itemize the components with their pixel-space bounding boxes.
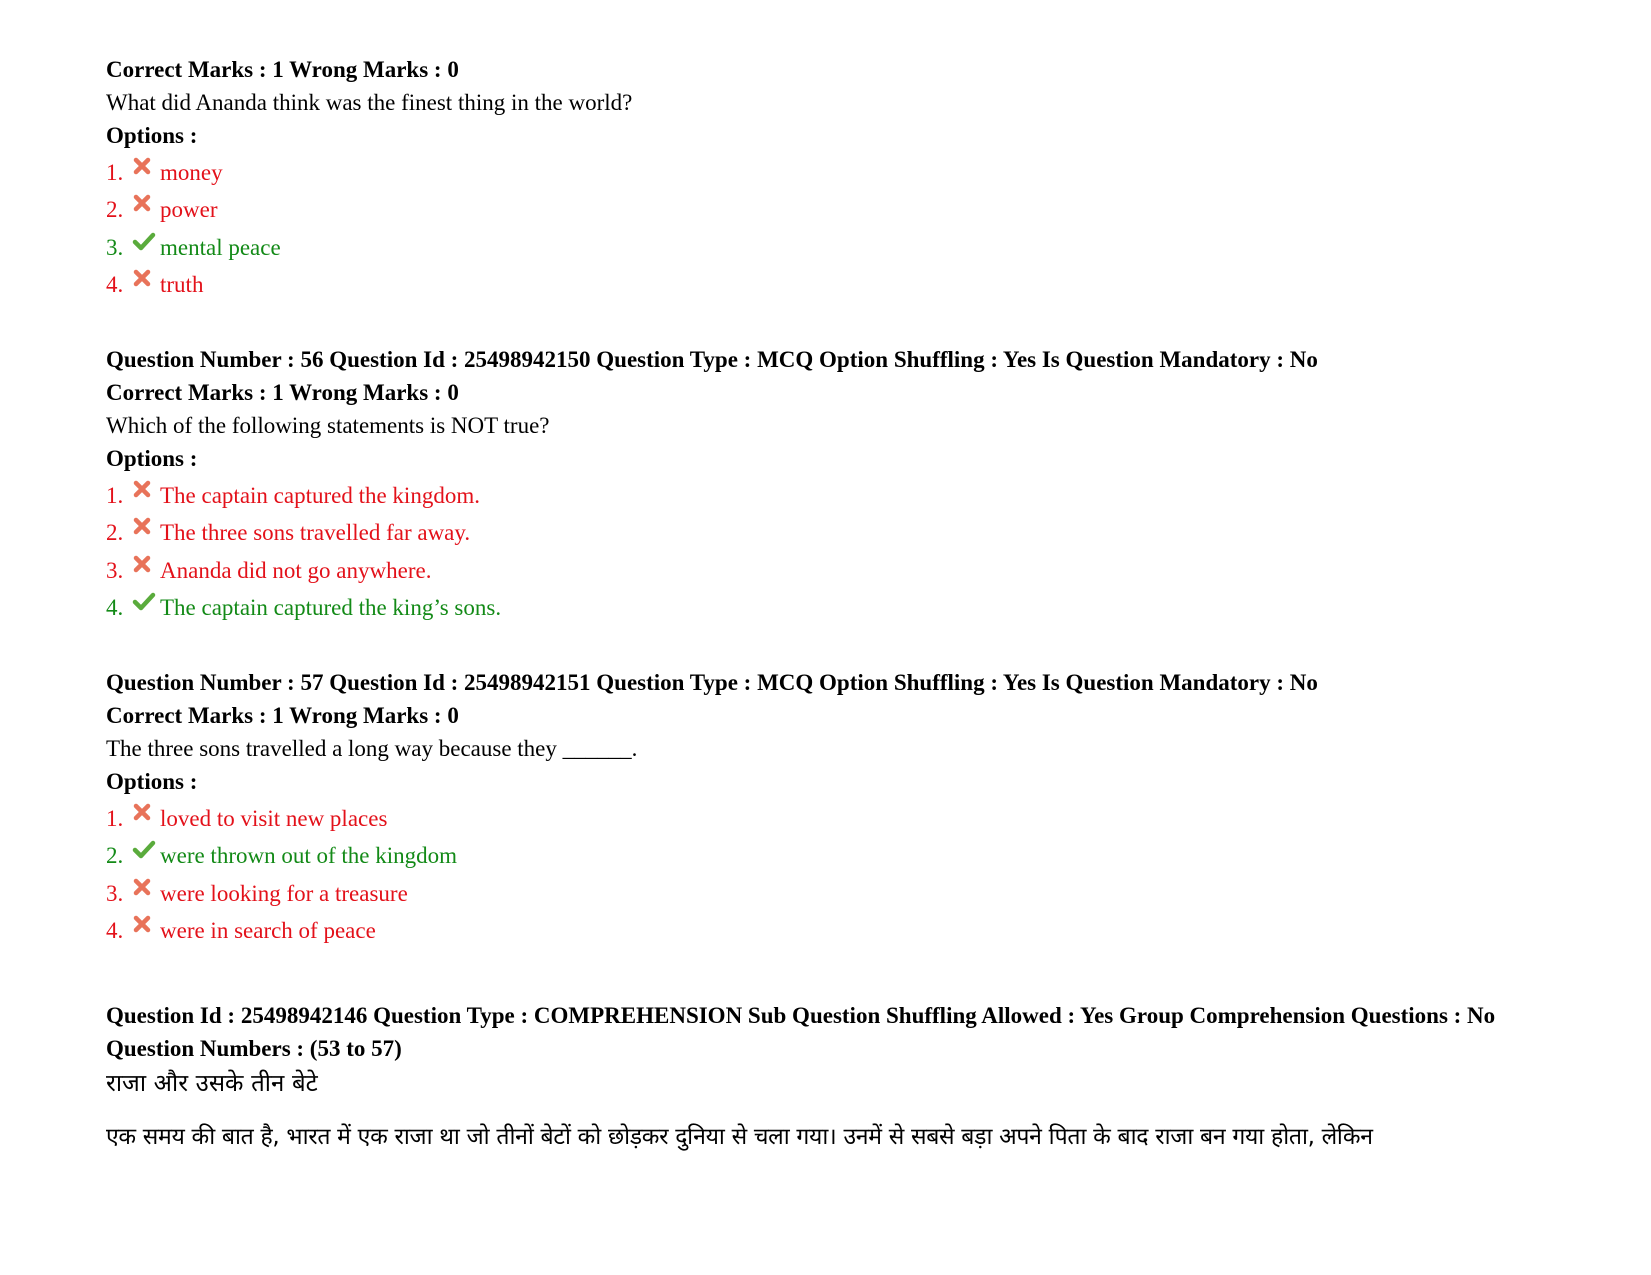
option-text: mental peace xyxy=(160,234,281,260)
option-number: 1. xyxy=(106,159,124,185)
option-number: 4. xyxy=(106,918,124,944)
option-number: 3. xyxy=(106,234,124,260)
options-list xyxy=(106,154,632,304)
option-number: 2. xyxy=(106,197,124,223)
cross-icon xyxy=(132,479,160,501)
option-number: 1. xyxy=(106,805,124,831)
option-item xyxy=(106,515,1318,553)
question-header: Question Number : 57 Question Id : 25498942151 Question Type : MCQ Option Shuffling : Yes Is Question Mandatory : No xyxy=(106,670,1318,695)
option-item xyxy=(106,229,632,267)
comprehension-block xyxy=(106,1001,1506,1154)
cross-icon xyxy=(132,156,160,178)
option-number: 1. xyxy=(106,482,124,508)
option-text: loved to visit new places xyxy=(160,805,388,831)
marks-line: Correct Marks : 1 Wrong Marks : 0 xyxy=(106,703,459,728)
option-text: Ananda did not go anywhere. xyxy=(160,557,432,583)
option-text: were thrown out of the kingdom xyxy=(160,843,458,869)
option-text: money xyxy=(160,159,223,185)
question-header: Question Number : 56 Question Id : 25498942150 Question Type : MCQ Option Shuffling : Yes Is Question Mandatory : No xyxy=(106,347,1318,372)
marks-line: Correct Marks : 1 Wrong Marks : 0 xyxy=(106,380,459,405)
option-number: 2. xyxy=(106,520,124,546)
cross-icon xyxy=(132,802,160,824)
cross-icon xyxy=(132,516,160,538)
option-item xyxy=(106,590,1318,628)
option-number: 4. xyxy=(106,272,124,298)
option-number: 3. xyxy=(106,880,124,906)
option-text: power xyxy=(160,197,218,223)
cross-icon xyxy=(132,877,160,899)
question-numbers: Question Numbers : (53 to 57) xyxy=(106,1036,402,1061)
question-block-57 xyxy=(106,668,1318,950)
options-list xyxy=(106,800,1318,950)
options-label: Options : xyxy=(106,123,198,148)
cross-icon xyxy=(132,554,160,576)
question-block-56 xyxy=(106,345,1318,627)
option-item xyxy=(106,192,632,230)
check-icon xyxy=(132,839,160,861)
option-text: The three sons travelled far away. xyxy=(160,520,471,546)
option-item xyxy=(106,875,1318,913)
options-label: Options : xyxy=(106,769,198,794)
option-number: 3. xyxy=(106,557,124,583)
cross-icon xyxy=(132,193,160,215)
option-text: The captain captured the kingdom. xyxy=(160,482,480,508)
question-text: The three sons travelled a long way because they ______. xyxy=(106,736,638,761)
cross-icon xyxy=(132,268,160,290)
passage-text: एक समय की बात है, भारत में एक राजा था जो तीनों बेटों को छोड़कर दुनिया से चला गया। उनमें से सबसे बड़ा अपने पिता के बाद राजा बन गया होता, लेकिन xyxy=(106,1124,1373,1150)
option-number: 4. xyxy=(106,595,124,621)
passage-title: राजा और उसके तीन बेटे xyxy=(106,1069,318,1097)
option-text: The captain captured the king’s sons. xyxy=(160,595,502,621)
option-number: 2. xyxy=(106,843,124,869)
question-text: What did Ananda think was the finest thing in the world? xyxy=(106,90,633,115)
option-item xyxy=(106,477,1318,515)
marks-line: Correct Marks : 1 Wrong Marks : 0 xyxy=(106,57,459,82)
check-icon xyxy=(132,591,160,613)
option-item xyxy=(106,800,1318,838)
check-icon xyxy=(132,231,160,253)
option-item xyxy=(106,154,632,192)
question-block-55 xyxy=(106,55,632,304)
question-text: Which of the following statements is NOT true? xyxy=(106,413,550,438)
option-item xyxy=(106,913,1318,951)
option-text: were in search of peace xyxy=(160,918,376,944)
option-item xyxy=(106,552,1318,590)
option-item xyxy=(106,838,1318,876)
option-item xyxy=(106,267,632,305)
comprehension-header: Question Id : 25498942146 Question Type : COMPREHENSION Sub Question Shuffling Allowed : Yes Group Comprehension Questions : No xyxy=(106,1003,1496,1028)
option-text: truth xyxy=(160,272,204,298)
options-label: Options : xyxy=(106,446,198,471)
option-text: were looking for a treasure xyxy=(160,880,408,906)
options-list xyxy=(106,477,1318,627)
cross-icon xyxy=(132,914,160,936)
